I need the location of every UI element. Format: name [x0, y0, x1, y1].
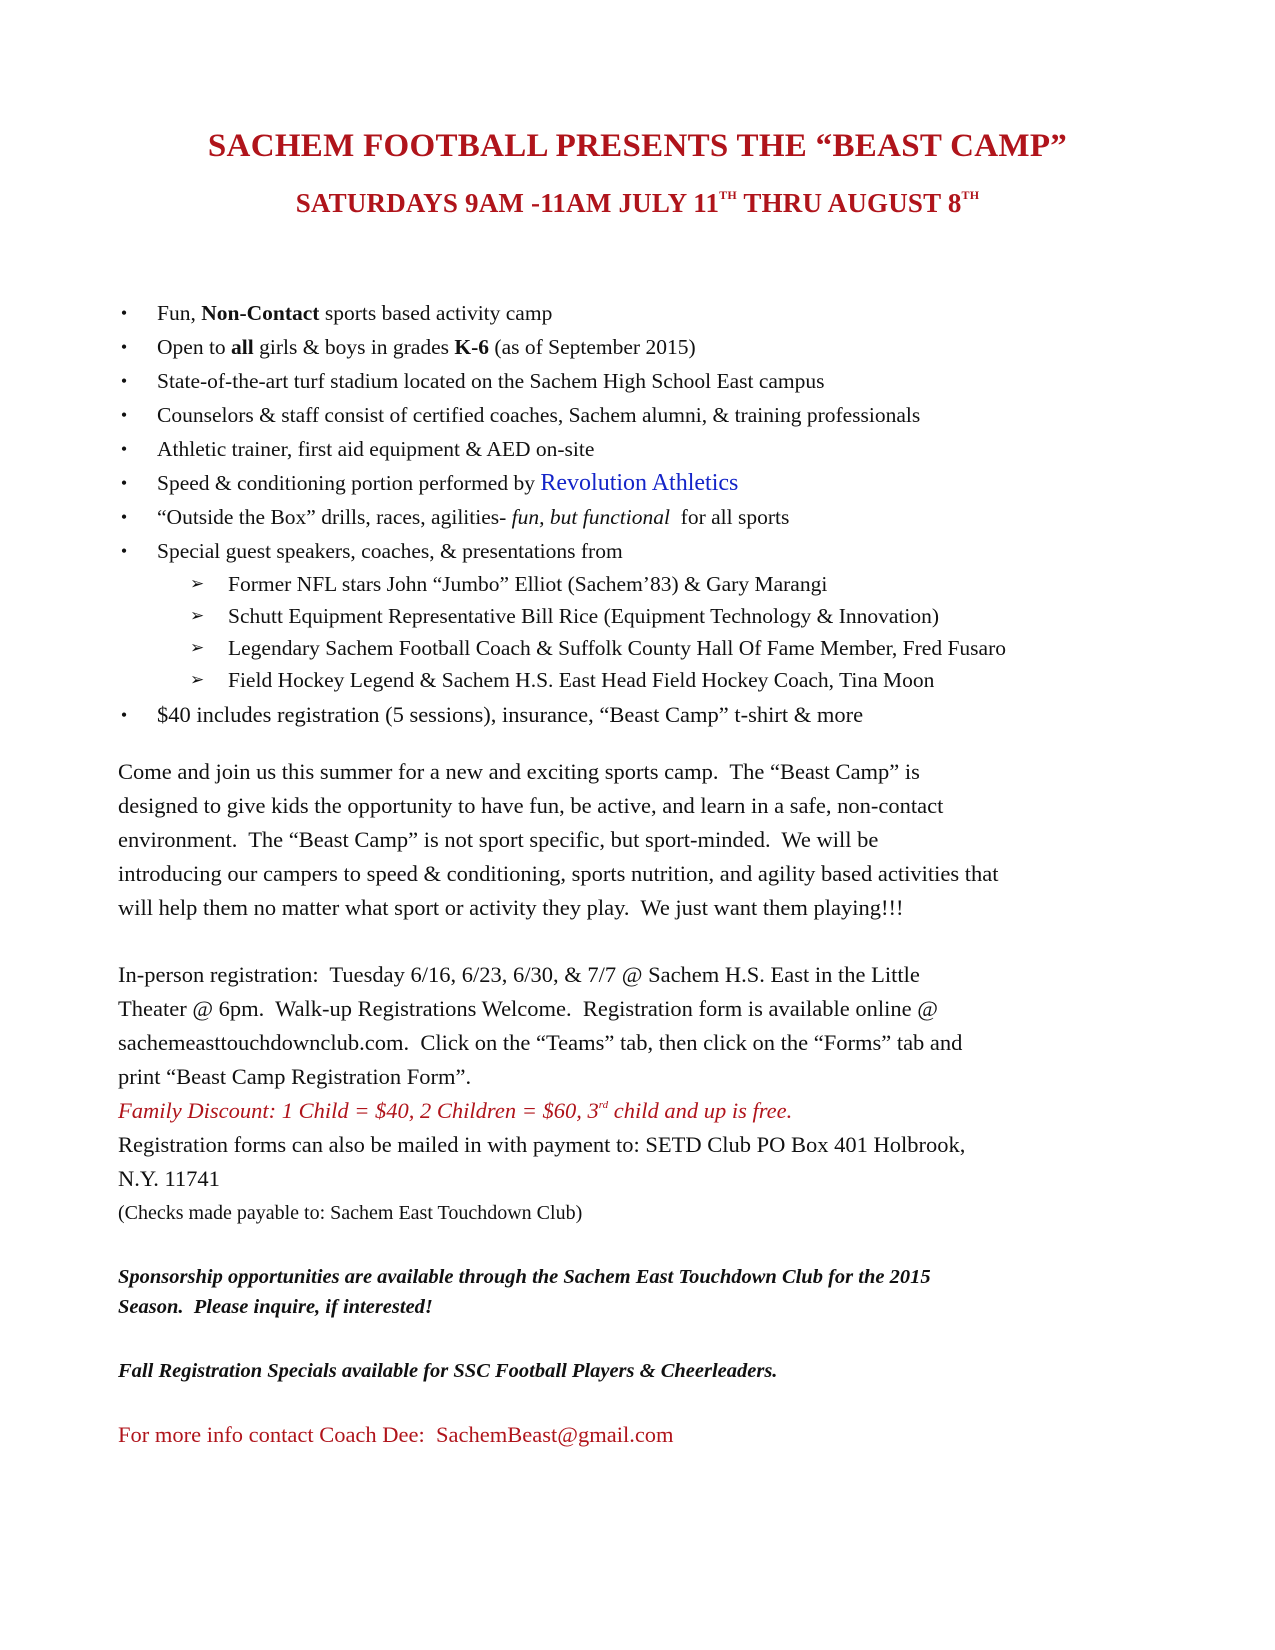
sub-item-text: Legendary Sachem Football Coach & Suffolk County Hall Of Fame Member, Fred Fusaro	[228, 636, 1006, 660]
bullet-text: Open to	[157, 335, 232, 359]
paragraph-line: designed to give kids the opportunity to have fun, be active, and learn in a safe, non-contact	[118, 793, 944, 818]
subtitle-sup-1: TH	[719, 188, 737, 202]
bullet-text: for all sports	[669, 505, 790, 529]
paragraph-line: Theater @ 6pm. Walk-up Registrations Welcome. Registration form is available online @	[118, 996, 938, 1021]
family-discount	[118, 1094, 1218, 1128]
paragraph-line: N.Y. 11741	[118, 1166, 220, 1191]
sponsorship-note	[118, 1262, 1218, 1322]
discount-sup: rd	[598, 1099, 609, 1111]
bullet-icon: •	[120, 371, 128, 391]
bullet-text: Counselors & staff consist of certified coaches, Sachem alumni, & training professionals	[157, 403, 921, 427]
sub-list-item	[118, 600, 1238, 632]
subtitle-part-1: SATURDAYS 9AM -11AM JULY 11	[295, 188, 720, 218]
bullet-text: Athletic trainer, first aid equipment & AED on-site	[157, 437, 595, 461]
sub-item-text: Schutt Equipment Representative Bill Rice (Equipment Technology & Innovation)	[228, 604, 940, 628]
arrow-icon: ➢	[190, 606, 205, 625]
discount-text: child and up is free.	[608, 1098, 793, 1123]
sub-list-item	[118, 568, 1238, 600]
bullet-text: Special guest speakers, coaches, & presentations from	[157, 539, 623, 563]
fall-registration-note	[118, 1356, 1218, 1386]
bullet-icon: •	[120, 507, 128, 527]
paragraph-line: introducing our campers to speed & conditioning, sports nutrition, and agility based activities that	[118, 861, 999, 886]
bullet-italic: fun, but functional	[511, 505, 670, 529]
list-item	[118, 398, 1238, 432]
paragraph-line: Fall Registration Specials available for SSC Football Players & Cheerleaders.	[118, 1360, 778, 1382]
list-item	[118, 330, 1238, 364]
paragraph-line: will help them no matter what sport or activity they play. We just want them playing!!!	[118, 895, 904, 920]
sub-list-item	[118, 632, 1238, 664]
bullet-icon: •	[120, 405, 128, 425]
flyer-subtitle	[0, 186, 1275, 220]
paragraph-line: Season. Please inquire, if interested!	[118, 1296, 433, 1318]
bullet-icon: •	[120, 303, 128, 323]
sub-list-item	[118, 664, 1238, 696]
bullet-text: “Outside the Box” drills, races, agilities-	[157, 505, 512, 529]
checks-payable-note: (Checks made payable to: Sachem East Touchdown Club)	[118, 1202, 583, 1224]
intro-paragraph	[118, 755, 1218, 925]
list-item	[118, 534, 1238, 568]
subtitle-part-2: THRU AUGUST 8	[736, 188, 962, 218]
list-item	[118, 466, 1238, 500]
bullet-icon: •	[120, 337, 128, 357]
bullet-text: sports based activity camp	[319, 301, 553, 325]
paragraph-line: Registration forms can also be mailed in with payment to: SETD Club PO Box 401 Holbrook,	[118, 1132, 966, 1157]
bullet-text: $40 includes registration (5 sessions), insurance, “Beast Camp” t-shirt & more	[157, 702, 864, 727]
paragraph-line: environment. The “Beast Camp” is not sport specific, but sport-minded. We will be	[118, 827, 879, 852]
list-item	[118, 696, 1238, 734]
list-item	[118, 364, 1238, 398]
bullet-text: Fun,	[157, 301, 202, 325]
discount-text: Family Discount: 1 Child = $40, 2 Children = $60, 3	[118, 1098, 599, 1123]
bullet-bold: K-6	[454, 335, 490, 359]
paragraph-line: Come and join us this summer for a new and exciting sports camp. The “Beast Camp” is	[118, 759, 920, 784]
subtitle-sup-2: TH	[961, 188, 980, 202]
bullet-icon: •	[120, 541, 128, 561]
bullet-text: State-of-the-art turf stadium located on the Sachem High School East campus	[157, 369, 825, 393]
paragraph-line: print “Beast Camp Registration Form”.	[118, 1064, 472, 1089]
sub-item-text: Former NFL stars John “Jumbo” Elliot (Sachem’83) & Gary Marangi	[228, 572, 828, 596]
feature-list	[118, 296, 1238, 734]
paragraph-line: sachemeasttouchdownclub.com. Click on the “Teams” tab, then click on the “Forms” tab and	[118, 1030, 963, 1055]
arrow-icon: ➢	[190, 638, 205, 657]
bullet-bold: all	[231, 335, 254, 359]
sub-item-text: Field Hockey Legend & Sachem H.S. East Head Field Hockey Coach, Tina Moon	[228, 668, 935, 692]
paragraph-line: Sponsorship opportunities are available through the Sachem East Touchdown Club for the 2015	[118, 1266, 931, 1288]
contact-text: For more info contact Coach Dee: SachemBeast@gmail.com	[118, 1422, 674, 1447]
contact-line	[118, 1418, 1218, 1452]
paragraph-line: In-person registration: Tuesday 6/16, 6/23, 6/30, & 7/7 @ Sachem H.S. East in the Little	[118, 962, 920, 987]
bullet-text: (as of September 2015)	[489, 335, 696, 359]
arrow-icon: ➢	[190, 574, 205, 593]
bullet-icon: •	[120, 473, 128, 493]
list-item	[118, 500, 1238, 534]
bullet-text: Speed & conditioning portion performed by	[157, 471, 541, 495]
bullet-icon: •	[120, 705, 128, 725]
bullet-icon: •	[120, 439, 128, 459]
list-item	[118, 296, 1238, 330]
arrow-icon: ➢	[190, 670, 205, 689]
bullet-text: girls & boys in grades	[253, 335, 455, 359]
bullet-bold: Non-Contact	[201, 301, 320, 325]
registration-paragraph	[118, 958, 1218, 1230]
list-item	[118, 432, 1238, 466]
revolution-athletics-highlight: Revolution Athletics	[540, 470, 739, 496]
flyer-title: SACHEM FOOTBALL PRESENTS THE “BEAST CAMP”	[207, 128, 1068, 164]
